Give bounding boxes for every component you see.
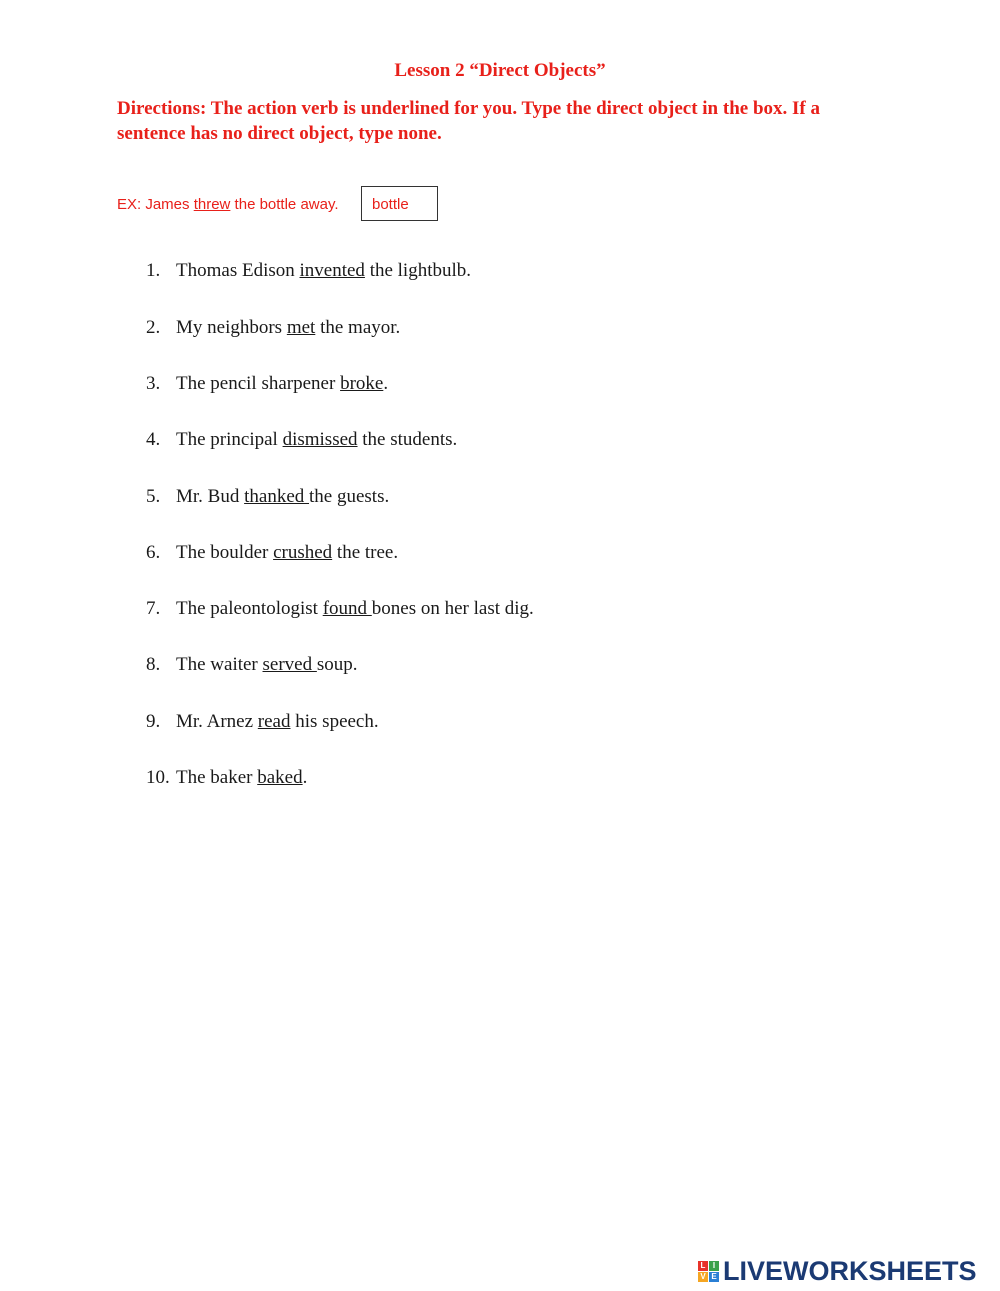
list-item (146, 373, 388, 395)
item-verb: served (262, 654, 317, 675)
item-number: 9. (146, 711, 161, 732)
item-text: the lightbulb. (364, 260, 472, 281)
item-text: The principal (176, 429, 283, 450)
item-text: soup. (316, 654, 358, 675)
logo-text: LIVEWORKSHEETS (723, 1255, 977, 1286)
item-number: 1. (146, 260, 161, 281)
item-text: the students. (357, 429, 458, 450)
item-text: Thomas Edison (176, 260, 300, 281)
list-item (146, 317, 400, 339)
item-text: the tree. (332, 542, 399, 563)
directions-text: Directions: The action verb is underlined for you. Type the direct object in the box. If a sentence has no direct object, type none. (117, 98, 820, 144)
item-number: 7. (146, 598, 161, 619)
logo-mark-icon (698, 1261, 719, 1282)
list-item (146, 711, 379, 733)
item-number: 4. (146, 429, 161, 450)
item-number: 2. (146, 317, 161, 338)
example-prefix: EX: James (117, 196, 194, 213)
item-number: 3. (146, 373, 161, 394)
item-number: 8. (146, 654, 161, 675)
item-number: 5. (146, 486, 161, 507)
list-item (146, 598, 534, 620)
item-verb: dismissed (282, 429, 358, 450)
page-title: Lesson 2 “Direct Objects” (394, 60, 606, 81)
list-item (146, 260, 471, 282)
item-text: his speech. (290, 711, 379, 732)
item-number: 6. (146, 542, 161, 563)
item-text: The paleontologist (176, 598, 323, 619)
item-text: The boulder (176, 542, 274, 563)
item-text: the guests. (309, 486, 390, 507)
item-number: 10. (146, 767, 170, 788)
item-verb: met (286, 317, 316, 338)
item-text: Mr. Bud (176, 486, 245, 507)
item-verb: baked (257, 767, 303, 788)
item-verb: found (322, 598, 372, 619)
logo-mark-letter: V (698, 1272, 708, 1282)
list-item (146, 542, 398, 564)
item-verb: invented (299, 260, 365, 281)
logo-mark-letter: L (698, 1261, 708, 1271)
item-text: . (302, 767, 308, 788)
item-verb: broke (340, 373, 384, 394)
logo-mark-letter: I (709, 1261, 719, 1271)
item-text: The baker (176, 767, 258, 788)
item-text: Mr. Arnez (176, 711, 258, 732)
example-verb: threw (193, 196, 231, 213)
item-text: The waiter (176, 654, 263, 675)
item-verb: thanked (244, 486, 310, 507)
list-item (146, 486, 389, 508)
logo-mark-letter: E (709, 1272, 719, 1282)
list-item (146, 654, 358, 676)
example-sentence (117, 196, 339, 213)
item-verb: crushed (273, 542, 333, 563)
item-text: bones on her last dig. (371, 598, 534, 619)
item-text: . (383, 373, 389, 394)
example-answer-box: bottle (361, 186, 438, 221)
list-item (146, 429, 457, 451)
item-text: My neighbors (176, 317, 287, 338)
item-verb: read (257, 711, 291, 732)
liveworksheets-logo[interactable] (698, 1256, 977, 1286)
item-text: The pencil sharpener (176, 373, 341, 394)
example-suffix: the bottle away. (230, 196, 339, 213)
item-text: the mayor. (315, 317, 401, 338)
list-item (146, 767, 307, 789)
